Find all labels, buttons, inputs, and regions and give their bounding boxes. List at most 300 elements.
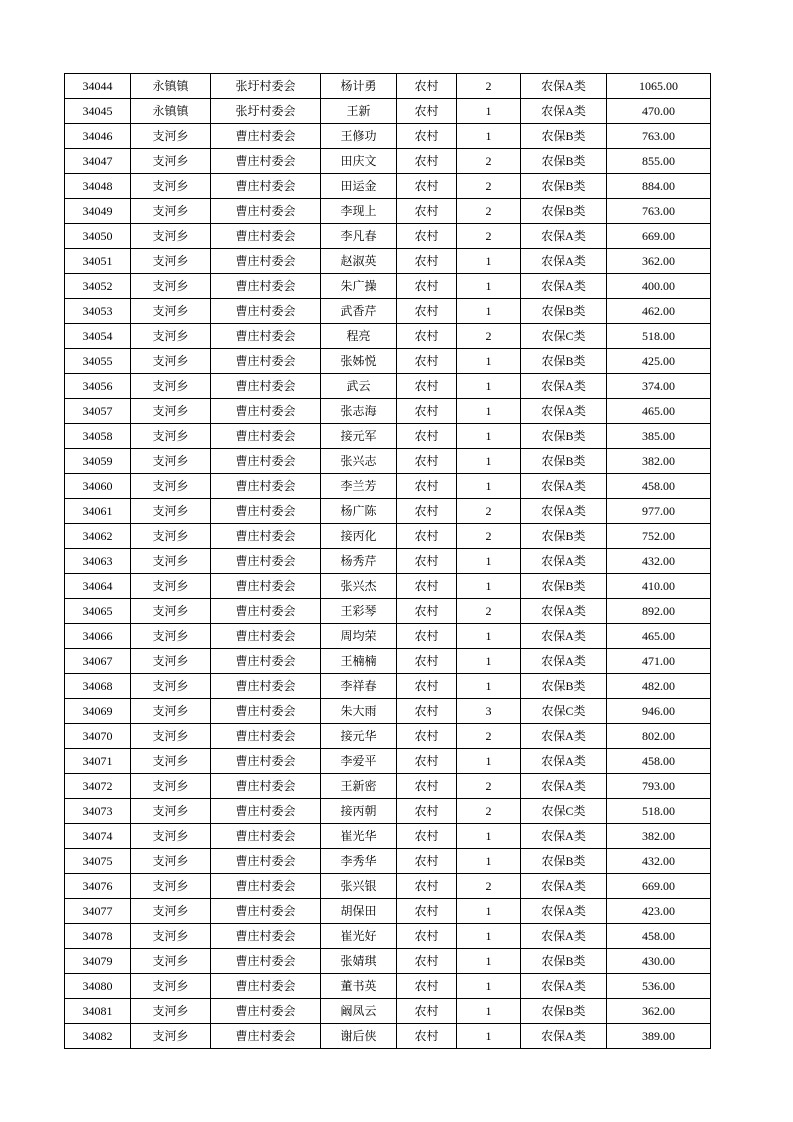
- cell-person: 张婧琪: [321, 949, 397, 974]
- cell-count: 1: [457, 374, 521, 399]
- cell-village: 曹庄村委会: [211, 299, 321, 324]
- cell-category: 农保A类: [521, 599, 607, 624]
- cell-count: 2: [457, 774, 521, 799]
- cell-residence: 农村: [397, 349, 457, 374]
- cell-village: 曹庄村委会: [211, 824, 321, 849]
- cell-count: 1: [457, 449, 521, 474]
- cell-residence: 农村: [397, 174, 457, 199]
- cell-town: 支河乡: [131, 924, 211, 949]
- cell-person: 李秀华: [321, 849, 397, 874]
- cell-amount: 362.00: [607, 999, 711, 1024]
- table-row: [65, 274, 711, 299]
- cell-category: 农保B类: [521, 349, 607, 374]
- table-row: [65, 374, 711, 399]
- cell-category: 农保A类: [521, 724, 607, 749]
- cell-category: 农保A类: [521, 874, 607, 899]
- cell-residence: 农村: [397, 549, 457, 574]
- cell-village: 曹庄村委会: [211, 249, 321, 274]
- cell-person: 李兰芳: [321, 474, 397, 499]
- cell-id: 34072: [65, 774, 131, 799]
- cell-id: 34045: [65, 99, 131, 124]
- cell-amount: 892.00: [607, 599, 711, 624]
- cell-town: 支河乡: [131, 1024, 211, 1049]
- cell-category: 农保A类: [521, 249, 607, 274]
- cell-residence: 农村: [397, 99, 457, 124]
- table-row: [65, 349, 711, 374]
- cell-count: 1: [457, 249, 521, 274]
- cell-id: 34058: [65, 424, 131, 449]
- cell-village: 曹庄村委会: [211, 999, 321, 1024]
- table-row: [65, 399, 711, 424]
- cell-amount: 430.00: [607, 949, 711, 974]
- table-row: [65, 499, 711, 524]
- cell-category: 农保A类: [521, 824, 607, 849]
- cell-person: 朱大雨: [321, 699, 397, 724]
- cell-category: 农保A类: [521, 499, 607, 524]
- cell-amount: 385.00: [607, 424, 711, 449]
- table-row: [65, 574, 711, 599]
- cell-town: 支河乡: [131, 324, 211, 349]
- cell-town: 支河乡: [131, 349, 211, 374]
- cell-town: 支河乡: [131, 499, 211, 524]
- cell-person: 王修功: [321, 124, 397, 149]
- cell-id: 34048: [65, 174, 131, 199]
- cell-village: 曹庄村委会: [211, 899, 321, 924]
- cell-village: 曹庄村委会: [211, 149, 321, 174]
- cell-amount: 802.00: [607, 724, 711, 749]
- cell-village: 曹庄村委会: [211, 774, 321, 799]
- cell-town: 支河乡: [131, 399, 211, 424]
- cell-count: 2: [457, 199, 521, 224]
- cell-town: 支河乡: [131, 674, 211, 699]
- cell-amount: 669.00: [607, 224, 711, 249]
- cell-id: 34076: [65, 874, 131, 899]
- cell-person: 接元华: [321, 724, 397, 749]
- cell-town: 支河乡: [131, 574, 211, 599]
- cell-category: 农保B类: [521, 424, 607, 449]
- cell-id: 34074: [65, 824, 131, 849]
- cell-amount: 465.00: [607, 624, 711, 649]
- cell-town: 支河乡: [131, 449, 211, 474]
- cell-category: 农保A类: [521, 649, 607, 674]
- cell-person: 李凡春: [321, 224, 397, 249]
- cell-category: 农保B类: [521, 524, 607, 549]
- cell-residence: 农村: [397, 224, 457, 249]
- cell-residence: 农村: [397, 924, 457, 949]
- cell-category: 农保B类: [521, 149, 607, 174]
- cell-id: 34051: [65, 249, 131, 274]
- cell-count: 1: [457, 649, 521, 674]
- cell-town: 支河乡: [131, 749, 211, 774]
- cell-village: 曹庄村委会: [211, 924, 321, 949]
- cell-town: 支河乡: [131, 249, 211, 274]
- cell-town: 支河乡: [131, 624, 211, 649]
- cell-id: 34070: [65, 724, 131, 749]
- cell-amount: 462.00: [607, 299, 711, 324]
- cell-residence: 农村: [397, 424, 457, 449]
- cell-residence: 农村: [397, 974, 457, 999]
- cell-category: 农保B类: [521, 999, 607, 1024]
- cell-amount: 1065.00: [607, 74, 711, 99]
- cell-town: 支河乡: [131, 649, 211, 674]
- cell-id: 34050: [65, 224, 131, 249]
- cell-village: 曹庄村委会: [211, 174, 321, 199]
- cell-count: 1: [457, 899, 521, 924]
- cell-id: 34069: [65, 699, 131, 724]
- cell-count: 1: [457, 299, 521, 324]
- table-row: [65, 249, 711, 274]
- cell-village: 曹庄村委会: [211, 499, 321, 524]
- cell-village: 曹庄村委会: [211, 749, 321, 774]
- table-row: [65, 549, 711, 574]
- cell-residence: 农村: [397, 124, 457, 149]
- table-row: [65, 199, 711, 224]
- cell-amount: 855.00: [607, 149, 711, 174]
- cell-town: 支河乡: [131, 174, 211, 199]
- cell-amount: 410.00: [607, 574, 711, 599]
- cell-residence: 农村: [397, 999, 457, 1024]
- cell-village: 曹庄村委会: [211, 724, 321, 749]
- cell-village: 曹庄村委会: [211, 849, 321, 874]
- cell-count: 2: [457, 149, 521, 174]
- cell-village: 曹庄村委会: [211, 274, 321, 299]
- cell-id: 34057: [65, 399, 131, 424]
- cell-count: 2: [457, 499, 521, 524]
- cell-town: 支河乡: [131, 124, 211, 149]
- cell-count: 1: [457, 849, 521, 874]
- cell-person: 接元军: [321, 424, 397, 449]
- cell-village: 曹庄村委会: [211, 449, 321, 474]
- table-row: [65, 124, 711, 149]
- table-row: [65, 699, 711, 724]
- cell-category: 农保B类: [521, 124, 607, 149]
- table-row: [65, 849, 711, 874]
- cell-category: 农保A类: [521, 974, 607, 999]
- cell-residence: 农村: [397, 399, 457, 424]
- cell-count: 2: [457, 324, 521, 349]
- cell-category: 农保A类: [521, 749, 607, 774]
- cell-village: 曹庄村委会: [211, 399, 321, 424]
- cell-amount: 669.00: [607, 874, 711, 899]
- table-row: [65, 324, 711, 349]
- cell-town: 支河乡: [131, 724, 211, 749]
- cell-category: 农保A类: [521, 624, 607, 649]
- cell-category: 农保B类: [521, 949, 607, 974]
- cell-village: 曹庄村委会: [211, 599, 321, 624]
- cell-residence: 农村: [397, 849, 457, 874]
- cell-person: 李现上: [321, 199, 397, 224]
- cell-id: 34082: [65, 1024, 131, 1049]
- table-row: [65, 1024, 711, 1049]
- cell-person: 程亮: [321, 324, 397, 349]
- cell-town: 支河乡: [131, 474, 211, 499]
- cell-amount: 793.00: [607, 774, 711, 799]
- cell-town: 支河乡: [131, 949, 211, 974]
- cell-amount: 382.00: [607, 449, 711, 474]
- cell-town: 支河乡: [131, 874, 211, 899]
- cell-count: 1: [457, 549, 521, 574]
- table-row: [65, 974, 711, 999]
- cell-village: 曹庄村委会: [211, 324, 321, 349]
- cell-village: 曹庄村委会: [211, 474, 321, 499]
- cell-category: 农保A类: [521, 274, 607, 299]
- cell-amount: 946.00: [607, 699, 711, 724]
- table-row: [65, 824, 711, 849]
- table-row: [65, 749, 711, 774]
- cell-town: 永镇镇: [131, 99, 211, 124]
- table-row: [65, 174, 711, 199]
- cell-village: 曹庄村委会: [211, 674, 321, 699]
- cell-residence: 农村: [397, 824, 457, 849]
- cell-count: 1: [457, 349, 521, 374]
- cell-count: 2: [457, 799, 521, 824]
- cell-amount: 400.00: [607, 274, 711, 299]
- cell-id: 34075: [65, 849, 131, 874]
- cell-id: 34046: [65, 124, 131, 149]
- table-row: [65, 299, 711, 324]
- cell-town: 支河乡: [131, 549, 211, 574]
- cell-amount: 977.00: [607, 499, 711, 524]
- cell-town: 支河乡: [131, 824, 211, 849]
- cell-amount: 458.00: [607, 749, 711, 774]
- cell-person: 王新: [321, 99, 397, 124]
- cell-village: 曹庄村委会: [211, 799, 321, 824]
- cell-category: 农保A类: [521, 224, 607, 249]
- cell-residence: 农村: [397, 574, 457, 599]
- cell-count: 2: [457, 724, 521, 749]
- cell-category: 农保A类: [521, 399, 607, 424]
- cell-town: 支河乡: [131, 149, 211, 174]
- cell-category: 农保B类: [521, 574, 607, 599]
- cell-amount: 752.00: [607, 524, 711, 549]
- cell-person: 李爱平: [321, 749, 397, 774]
- cell-residence: 农村: [397, 499, 457, 524]
- cell-village: 曹庄村委会: [211, 424, 321, 449]
- table-row: [65, 74, 711, 99]
- cell-residence: 农村: [397, 524, 457, 549]
- cell-person: 杨广陈: [321, 499, 397, 524]
- cell-count: 2: [457, 174, 521, 199]
- cell-count: 1: [457, 574, 521, 599]
- cell-person: 武云: [321, 374, 397, 399]
- cell-count: 2: [457, 524, 521, 549]
- cell-person: 王楠楠: [321, 649, 397, 674]
- cell-town: 支河乡: [131, 524, 211, 549]
- cell-count: 1: [457, 674, 521, 699]
- cell-amount: 763.00: [607, 124, 711, 149]
- cell-count: 1: [457, 749, 521, 774]
- cell-count: 1: [457, 474, 521, 499]
- table-row: [65, 649, 711, 674]
- cell-residence: 农村: [397, 949, 457, 974]
- cell-count: 2: [457, 874, 521, 899]
- cell-person: 田运金: [321, 174, 397, 199]
- cell-residence: 农村: [397, 799, 457, 824]
- cell-category: 农保B类: [521, 299, 607, 324]
- cell-category: 农保B类: [521, 174, 607, 199]
- cell-id: 34060: [65, 474, 131, 499]
- cell-id: 34044: [65, 74, 131, 99]
- cell-amount: 432.00: [607, 849, 711, 874]
- cell-village: 曹庄村委会: [211, 124, 321, 149]
- cell-village: 曹庄村委会: [211, 199, 321, 224]
- cell-residence: 农村: [397, 874, 457, 899]
- cell-id: 34064: [65, 574, 131, 599]
- cell-category: 农保A类: [521, 1024, 607, 1049]
- cell-count: 2: [457, 224, 521, 249]
- cell-village: 曹庄村委会: [211, 974, 321, 999]
- cell-village: 曹庄村委会: [211, 224, 321, 249]
- cell-village: 曹庄村委会: [211, 374, 321, 399]
- cell-person: 王新密: [321, 774, 397, 799]
- cell-category: 农保A类: [521, 474, 607, 499]
- cell-id: 34055: [65, 349, 131, 374]
- cell-category: 农保A类: [521, 899, 607, 924]
- cell-count: 1: [457, 274, 521, 299]
- cell-residence: 农村: [397, 324, 457, 349]
- cell-id: 34068: [65, 674, 131, 699]
- cell-id: 34062: [65, 524, 131, 549]
- cell-count: 1: [457, 99, 521, 124]
- cell-category: 农保C类: [521, 799, 607, 824]
- cell-count: 1: [457, 924, 521, 949]
- cell-village: 曹庄村委会: [211, 349, 321, 374]
- table-row: [65, 924, 711, 949]
- cell-amount: 458.00: [607, 474, 711, 499]
- cell-id: 34067: [65, 649, 131, 674]
- table-row: [65, 474, 711, 499]
- cell-residence: 农村: [397, 624, 457, 649]
- cell-residence: 农村: [397, 274, 457, 299]
- cell-village: 曹庄村委会: [211, 574, 321, 599]
- cell-count: 1: [457, 624, 521, 649]
- cell-count: 2: [457, 599, 521, 624]
- cell-residence: 农村: [397, 1024, 457, 1049]
- cell-amount: 374.00: [607, 374, 711, 399]
- cell-count: 1: [457, 124, 521, 149]
- cell-person: 接丙化: [321, 524, 397, 549]
- cell-person: 周均荣: [321, 624, 397, 649]
- table-row: [65, 99, 711, 124]
- cell-count: 2: [457, 74, 521, 99]
- cell-person: 张姊悦: [321, 349, 397, 374]
- cell-residence: 农村: [397, 374, 457, 399]
- cell-amount: 470.00: [607, 99, 711, 124]
- cell-village: 曹庄村委会: [211, 624, 321, 649]
- table-row: [65, 949, 711, 974]
- cell-id: 34073: [65, 799, 131, 824]
- cell-amount: 482.00: [607, 674, 711, 699]
- cell-count: 1: [457, 824, 521, 849]
- cell-person: 胡保田: [321, 899, 397, 924]
- cell-town: 支河乡: [131, 224, 211, 249]
- cell-id: 34077: [65, 899, 131, 924]
- cell-town: 支河乡: [131, 199, 211, 224]
- cell-village: 张圩村委会: [211, 99, 321, 124]
- cell-town: 支河乡: [131, 274, 211, 299]
- table-row: [65, 449, 711, 474]
- cell-residence: 农村: [397, 149, 457, 174]
- table-row: [65, 724, 711, 749]
- cell-residence: 农村: [397, 199, 457, 224]
- cell-town: 永镇镇: [131, 74, 211, 99]
- cell-person: 朱广操: [321, 274, 397, 299]
- cell-village: 曹庄村委会: [211, 549, 321, 574]
- cell-amount: 471.00: [607, 649, 711, 674]
- cell-category: 农保A类: [521, 924, 607, 949]
- cell-id: 34080: [65, 974, 131, 999]
- cell-village: 张圩村委会: [211, 74, 321, 99]
- cell-residence: 农村: [397, 249, 457, 274]
- table-row: [65, 999, 711, 1024]
- cell-village: 曹庄村委会: [211, 524, 321, 549]
- cell-residence: 农村: [397, 649, 457, 674]
- cell-village: 曹庄村委会: [211, 1024, 321, 1049]
- cell-category: 农保A类: [521, 99, 607, 124]
- cell-count: 1: [457, 949, 521, 974]
- cell-id: 34081: [65, 999, 131, 1024]
- cell-person: 赵淑英: [321, 249, 397, 274]
- cell-category: 农保B类: [521, 199, 607, 224]
- cell-id: 34047: [65, 149, 131, 174]
- cell-residence: 农村: [397, 449, 457, 474]
- cell-residence: 农村: [397, 474, 457, 499]
- cell-id: 34049: [65, 199, 131, 224]
- cell-id: 34059: [65, 449, 131, 474]
- cell-town: 支河乡: [131, 974, 211, 999]
- cell-residence: 农村: [397, 74, 457, 99]
- cell-count: 1: [457, 399, 521, 424]
- cell-residence: 农村: [397, 299, 457, 324]
- cell-residence: 农村: [397, 674, 457, 699]
- cell-residence: 农村: [397, 899, 457, 924]
- cell-category: 农保A类: [521, 74, 607, 99]
- cell-category: 农保A类: [521, 549, 607, 574]
- cell-count: 1: [457, 974, 521, 999]
- cell-person: 董书英: [321, 974, 397, 999]
- cell-town: 支河乡: [131, 849, 211, 874]
- cell-person: 田庆文: [321, 149, 397, 174]
- cell-person: 张志海: [321, 399, 397, 424]
- cell-person: 张兴银: [321, 874, 397, 899]
- cell-town: 支河乡: [131, 599, 211, 624]
- cell-count: 1: [457, 999, 521, 1024]
- cell-person: 张兴杰: [321, 574, 397, 599]
- cell-count: 3: [457, 699, 521, 724]
- cell-amount: 389.00: [607, 1024, 711, 1049]
- cell-person: 王彩琴: [321, 599, 397, 624]
- cell-amount: 536.00: [607, 974, 711, 999]
- cell-amount: 518.00: [607, 799, 711, 824]
- cell-person: 崔光华: [321, 824, 397, 849]
- cell-id: 34063: [65, 549, 131, 574]
- table-body: [65, 74, 711, 1049]
- cell-amount: 763.00: [607, 199, 711, 224]
- cell-category: 农保B类: [521, 849, 607, 874]
- cell-id: 34079: [65, 949, 131, 974]
- cell-residence: 农村: [397, 749, 457, 774]
- cell-id: 34052: [65, 274, 131, 299]
- cell-amount: 458.00: [607, 924, 711, 949]
- cell-amount: 465.00: [607, 399, 711, 424]
- cell-amount: 884.00: [607, 174, 711, 199]
- cell-village: 曹庄村委会: [211, 699, 321, 724]
- cell-town: 支河乡: [131, 299, 211, 324]
- cell-amount: 362.00: [607, 249, 711, 274]
- table-row: [65, 149, 711, 174]
- benefits-table: [64, 73, 711, 1049]
- cell-amount: 382.00: [607, 824, 711, 849]
